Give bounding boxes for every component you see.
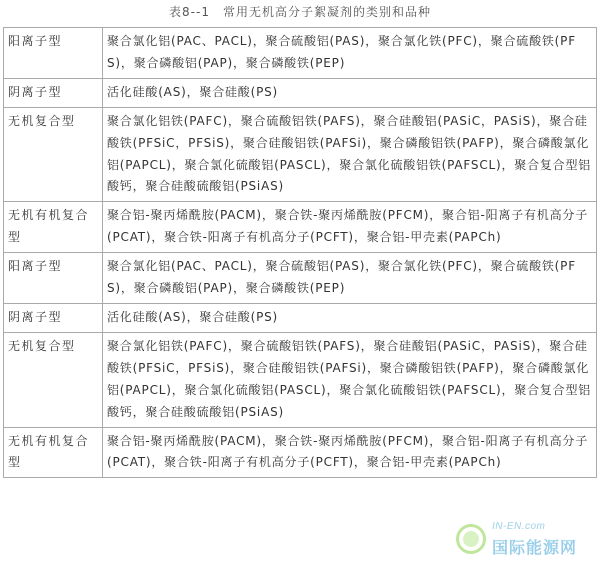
- watermark-site-name: 国际能源网: [492, 538, 578, 557]
- table-row: [4, 427, 597, 478]
- table-caption: 表8--1 常用无机高分子絮凝剂的类别和品种: [169, 5, 431, 19]
- table-row: [4, 28, 597, 79]
- table-row: [4, 253, 597, 304]
- category-cell: 无机有机复合型: [4, 427, 103, 478]
- items-cell: 聚合氯化铝(PAC、PACL)，聚合硫酸铝(PAS)，聚合氯化铁(PFC)，聚合硫酸铁(PFS)，聚合磷酸铝(PAP)，聚合磷酸铁(PEP): [103, 28, 597, 79]
- table-row: [4, 202, 597, 253]
- items-cell: 聚合铝-聚丙烯酰胺(PACM)，聚合铁-聚丙烯酰胺(PFCM)，聚合铝-阳离子有机高分子(PCAT)，聚合铁-阳离子有机高分子(PCFT)，聚合铝-甲壳素(PAPCh): [103, 202, 597, 253]
- items-cell: 聚合氯化铝铁(PAFC)，聚合硫酸铝铁(PAFS)，聚合硅酸铝(PASiC，PASiS)，聚合硅酸铁(PFSiC，PFSiS)，聚合硅酸铝铁(PAFSi)，聚合磷酸铝铁(PAFP)，聚合磷酸氯化铝(PAPCL)，聚合氯化硫酸铝(PASCL)，聚合氯化硫酸铝铁(PAFSCL)，聚合复合型铝酸钙，聚合硅酸硫酸铝(PSiAS): [103, 107, 597, 202]
- flocculant-table-container: [3, 27, 597, 478]
- table-row: [4, 78, 597, 107]
- category-cell: 无机复合型: [4, 107, 103, 202]
- site-watermark: [456, 518, 594, 560]
- category-cell: 阴离子型: [4, 78, 103, 107]
- category-cell: 阴离子型: [4, 303, 103, 332]
- table-row: [4, 107, 597, 202]
- watermark-logo-inner-icon: [463, 531, 479, 547]
- items-cell: 聚合铝-聚丙烯酰胺(PACM)，聚合铁-聚丙烯酰胺(PFCM)，聚合铝-阳离子有机高分子(PCAT)，聚合铁-阳离子有机高分子(PCFT)，聚合铝-甲壳素(PAPCh): [103, 427, 597, 478]
- category-cell: 阳离子型: [4, 28, 103, 79]
- items-cell: 活化硅酸(AS)，聚合硅酸(PS): [103, 303, 597, 332]
- table-row: [4, 332, 597, 427]
- watermark-domain: IN-EN.com: [492, 521, 546, 532]
- items-cell: 聚合氯化铝(PAC、PACL)，聚合硫酸铝(PAS)，聚合氯化铁(PFC)，聚合硫酸铁(PFS)，聚合磷酸铝(PAP)，聚合磷酸铁(PEP): [103, 253, 597, 304]
- flocculant-table: [3, 27, 597, 478]
- category-cell: 阳离子型: [4, 253, 103, 304]
- items-cell: 活化硅酸(AS)，聚合硅酸(PS): [103, 78, 597, 107]
- category-cell: 无机有机复合型: [4, 202, 103, 253]
- table-row: [4, 303, 597, 332]
- category-cell: 无机复合型: [4, 332, 103, 427]
- items-cell: 聚合氯化铝铁(PAFC)，聚合硫酸铝铁(PAFS)，聚合硅酸铝(PASiC，PASiS)，聚合硅酸铁(PFSiC，PFSiS)，聚合硅酸铝铁(PAFSi)，聚合磷酸铝铁(PAFP)，聚合磷酸氯化铝(PAPCL)，聚合氯化硫酸铝(PASCL)，聚合氯化硫酸铝铁(PAFSCL)，聚合复合型铝酸钙，聚合硅酸硫酸铝(PSiAS): [103, 332, 597, 427]
